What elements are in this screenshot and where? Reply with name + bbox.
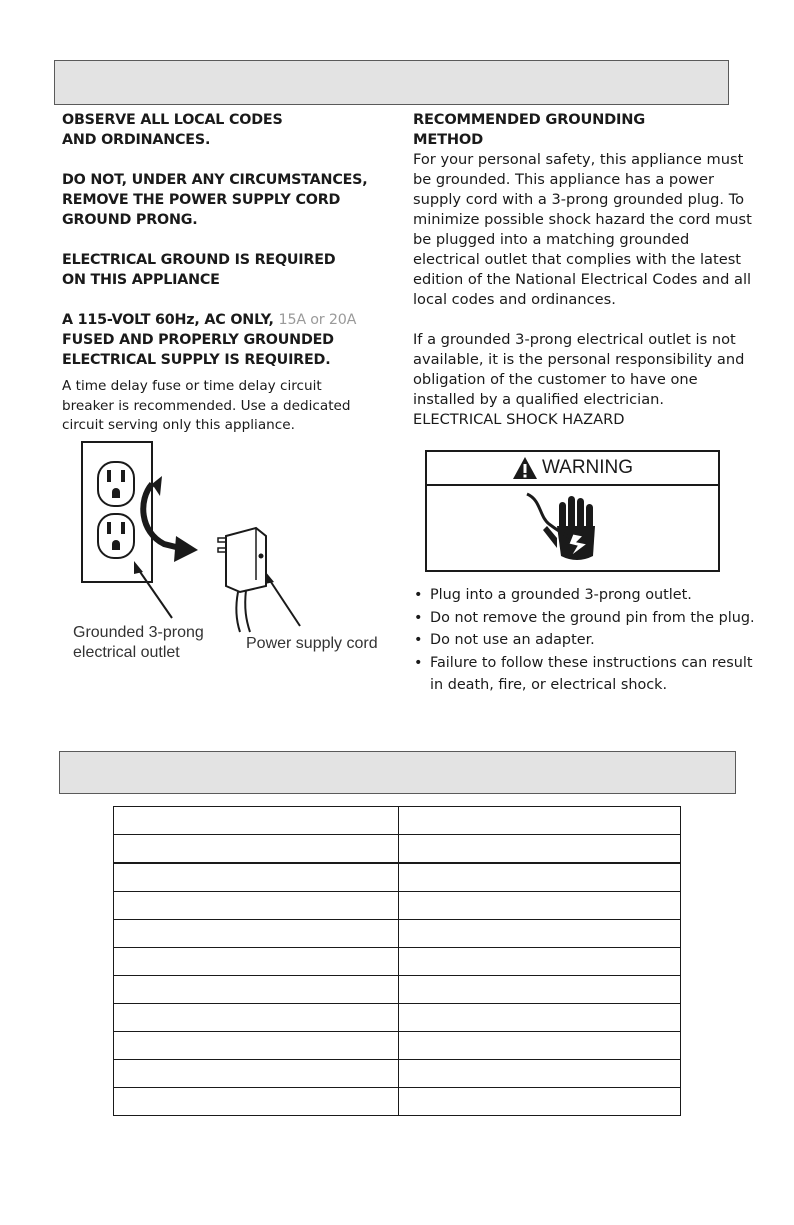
table-cell <box>399 1088 681 1116</box>
grounding-heading: RECOMMENDED GROUNDING METHOD <box>413 111 646 148</box>
specification-table <box>113 806 681 1116</box>
supply-requirement <box>62 310 372 370</box>
table-cell <box>399 976 681 1004</box>
section-header-band-bottom <box>59 751 736 794</box>
table-cell <box>399 1032 681 1060</box>
supply-fused: FUSED AND PROPERLY GROUNDED ELECTRICAL SUPPLY IS REQUIRED. <box>62 332 334 368</box>
table-cell <box>114 948 399 976</box>
electrical-requirements-column <box>62 110 392 436</box>
table-cell <box>399 1060 681 1088</box>
table-cell <box>114 976 399 1004</box>
table-cell <box>114 1088 399 1116</box>
table-cell <box>114 920 399 948</box>
table-cell <box>114 807 399 835</box>
supply-amperage: 15A or 20A <box>278 312 357 328</box>
table-row <box>114 976 681 1004</box>
table-row <box>114 1004 681 1032</box>
table-cell <box>399 1004 681 1032</box>
table-row <box>114 1088 681 1116</box>
table-row <box>114 1060 681 1088</box>
table-row <box>114 892 681 920</box>
grounding-paragraph: For your personal safety, this appliance must be grounded. This appliance has a power supply cord with a 3-prong grounded plug. To minimize possible shock hazard the cord must be plugged into a matching grounded electrical outlet that complies with the latest edition of the National Electrical Codes and all local codes and ordinances. <box>413 151 752 308</box>
ground-prong-notice: DO NOT, UNDER ANY CIRCUMSTANCES, REMOVE THE POWER SUPPLY CORD GROUND PRONG. <box>62 172 368 228</box>
table-cell <box>399 892 681 920</box>
table-row <box>114 1032 681 1060</box>
table-row <box>114 863 681 892</box>
warning-bullet-list <box>412 584 757 697</box>
codes-notice: OBSERVE ALL LOCAL CODES AND ORDINANCES. <box>62 112 283 148</box>
warning-label: WARNING <box>541 457 634 478</box>
list-item: • Failure to follow these instructions can result in death, fire, or electrical shock. <box>412 652 757 697</box>
table-cell <box>114 1060 399 1088</box>
shock-hazard-label: ELECTRICAL SHOCK HAZARD <box>413 411 625 428</box>
shock-hand-icon <box>427 486 718 572</box>
table-row <box>114 920 681 948</box>
lower-receptacle <box>98 514 134 558</box>
section-header-band-top <box>54 60 729 105</box>
table-cell <box>114 1004 399 1032</box>
power-plug <box>218 528 266 632</box>
grounding-method-column <box>413 110 758 430</box>
list-item: • Plug into a grounded 3-prong outlet. <box>412 584 757 607</box>
electrician-paragraph: If a grounded 3-prong electrical outlet is not available, it is the personal responsibility and obligation of the customer to have one installed by a qualified electrician. <box>413 331 745 408</box>
outlet-label-line2: electrical outlet <box>73 644 180 661</box>
cord-label: Power supply cord <box>246 635 378 652</box>
outlet-plug-illustration <box>60 440 405 670</box>
table-cell <box>114 892 399 920</box>
table-row <box>114 835 681 864</box>
table-cell <box>399 920 681 948</box>
table-row <box>114 807 681 835</box>
table-cell <box>114 1032 399 1060</box>
table-cell <box>399 948 681 976</box>
upper-receptacle <box>98 462 134 506</box>
warning-triangle-icon <box>512 456 538 480</box>
table-cell <box>399 807 681 835</box>
list-item: • Do not remove the ground pin from the plug. <box>412 607 757 630</box>
ground-required-notice: ELECTRICAL GROUND IS REQUIRED ON THIS APPLIANCE <box>62 252 336 288</box>
warning-header <box>427 452 718 486</box>
warning-box <box>425 450 720 572</box>
supply-voltage: A 115-VOLT 60Hz, AC ONLY, <box>62 312 279 328</box>
fuse-recommendation: A time delay fuse or time delay circuit breaker is recommended. Use a dedicated circuit serving only this appliance. <box>62 378 351 433</box>
table-cell <box>114 863 399 892</box>
table-cell <box>114 835 399 864</box>
table-cell <box>399 835 681 864</box>
table-cell <box>399 863 681 892</box>
outlet-label-line1: Grounded 3-prong <box>73 624 204 641</box>
table-row <box>114 948 681 976</box>
list-item: • Do not use an adapter. <box>412 629 757 652</box>
